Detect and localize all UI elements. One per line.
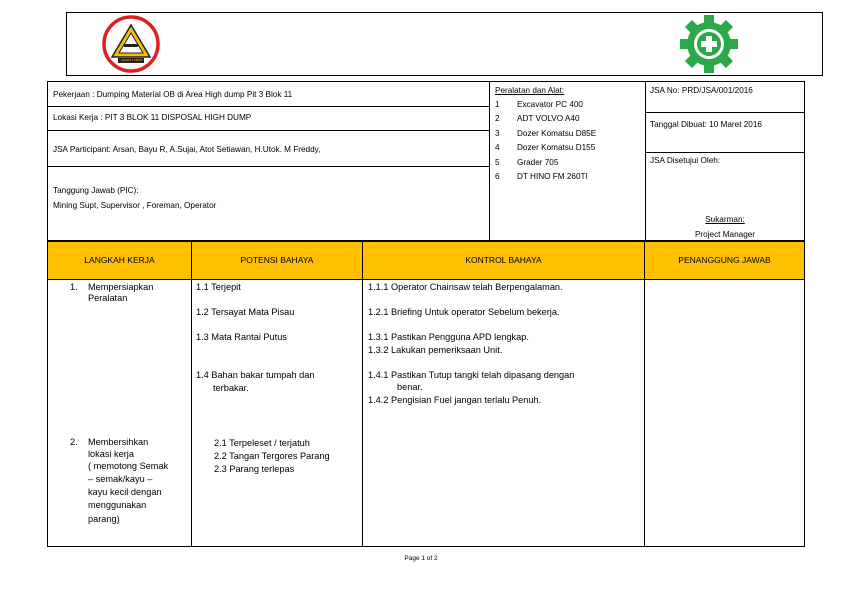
pekerjaan-field: Pekerjaan : Dumping Material OB di Area High dump Pit 3 Blok 11 bbox=[53, 90, 293, 99]
step-line: parang) bbox=[88, 514, 120, 524]
step-line: menggunakan bbox=[88, 500, 147, 510]
approver-name: Sukarman: bbox=[705, 215, 745, 224]
equipment-no: 3 bbox=[495, 129, 500, 138]
header-potensi-bahaya: POTENSI BAHAYA bbox=[192, 242, 362, 279]
control-item: 1.3.1 Pastikan Pengguna APD lengkap. bbox=[368, 332, 529, 342]
equipment-no: 2 bbox=[495, 114, 500, 123]
step-line: kayu kecil dengan bbox=[88, 487, 162, 497]
participant-field: JSA Participant: Arsan, Bayu R, A.Sujai, Atot Setiawan, H.Utok. M Freddy, bbox=[53, 145, 321, 154]
hazard-item: 2.1 Terpeleset / terjatuh bbox=[214, 438, 310, 448]
equipment-name: Dozer Komatsu D85E bbox=[517, 129, 597, 138]
green-gear-cross-icon bbox=[678, 13, 740, 75]
header-kontrol-bahaya: KONTROL BAHAYA bbox=[363, 242, 644, 279]
equipment-name: Excavator PC 400 bbox=[517, 100, 583, 109]
hazard-item: 2.2 Tangan Tergores Parang bbox=[214, 451, 330, 461]
step-line: Mempersiapkan bbox=[88, 282, 154, 292]
hazard-item: 1.3 Mata Rantai Putus bbox=[196, 332, 287, 342]
equipment-no: 1 bbox=[495, 100, 500, 109]
control-item: 1.4.1 Pastikan Tutup tangki telah dipasang dengan bbox=[368, 370, 575, 380]
step-line: Peralatan bbox=[88, 293, 128, 303]
step-line: lokasi kerja bbox=[88, 449, 134, 459]
control-item: 1.3.2 Lakukan pemeriksaan Unit. bbox=[368, 345, 503, 355]
pic-value: Mining Supt, Supervisor , Foreman, Operator bbox=[53, 201, 217, 210]
step-number: 2. bbox=[70, 437, 78, 447]
hazard-item: 1.2 Tersayat Mata Pisau bbox=[196, 307, 295, 317]
logo-left-text: SAFETY FIRST bbox=[121, 58, 143, 62]
equipment-no: 5 bbox=[495, 158, 500, 167]
jsa-no: JSA No: PRD/JSA/001/2016 bbox=[650, 86, 753, 95]
equipment-name: ADT VOLVO A40 bbox=[517, 114, 580, 123]
jsa-approved-label: JSA Disetujui Oleh: bbox=[650, 156, 721, 165]
hazard-item: 2.3 Parang terlepas bbox=[214, 464, 295, 474]
step-line: ( memotong Semak bbox=[88, 461, 169, 471]
control-item: 1.2.1 Briefing Untuk operator Sebelum bekerja. bbox=[368, 307, 560, 317]
hazard-item: terbakar. bbox=[213, 383, 249, 393]
page-number: Page 1 of 2 bbox=[404, 555, 438, 562]
step-line: – semak/kayu – bbox=[88, 474, 153, 484]
step-line: Membersihkan bbox=[88, 437, 149, 447]
hazard-item: 1.4 Bahan bakar tumpah dan bbox=[196, 370, 315, 380]
jsa-date: Tanggal Dibuat: 10 Maret 2016 bbox=[650, 120, 762, 129]
control-item: 1.1.1 Operator Chainsaw telah Berpengalaman. bbox=[368, 282, 563, 292]
control-item: 1.4.2 Pengisian Fuel jangan terlalu Penuh. bbox=[368, 395, 542, 405]
header-penanggung-jawab: PENANGGUNG JAWAB bbox=[645, 242, 804, 279]
equipment-name: Grader 705 bbox=[517, 158, 559, 167]
pic-label: Tanggung Jawab (PIC): bbox=[53, 186, 139, 195]
equipment-no: 4 bbox=[495, 143, 500, 152]
equipment-name: DT HINO FM 260TI bbox=[517, 172, 588, 181]
control-item: benar. bbox=[397, 382, 423, 392]
lokasi-field: Lokasi Kerja : PIT 3 BLOK 11 DISPOSAL HIGH DUMP bbox=[53, 113, 252, 122]
hazard-item: 1.1 Terjepit bbox=[196, 282, 241, 292]
safety-triangle-logo bbox=[100, 14, 162, 74]
equipment-name: Dozer Komatsu D155 bbox=[517, 143, 596, 152]
approver-title: Project Manager bbox=[694, 230, 756, 239]
equipment-no: 6 bbox=[495, 172, 500, 181]
step-number: 1. bbox=[70, 282, 78, 292]
header-langkah-kerja: LANGKAH KERJA bbox=[48, 242, 191, 279]
equipment-title: Peralatan dan Alat: bbox=[495, 86, 565, 95]
